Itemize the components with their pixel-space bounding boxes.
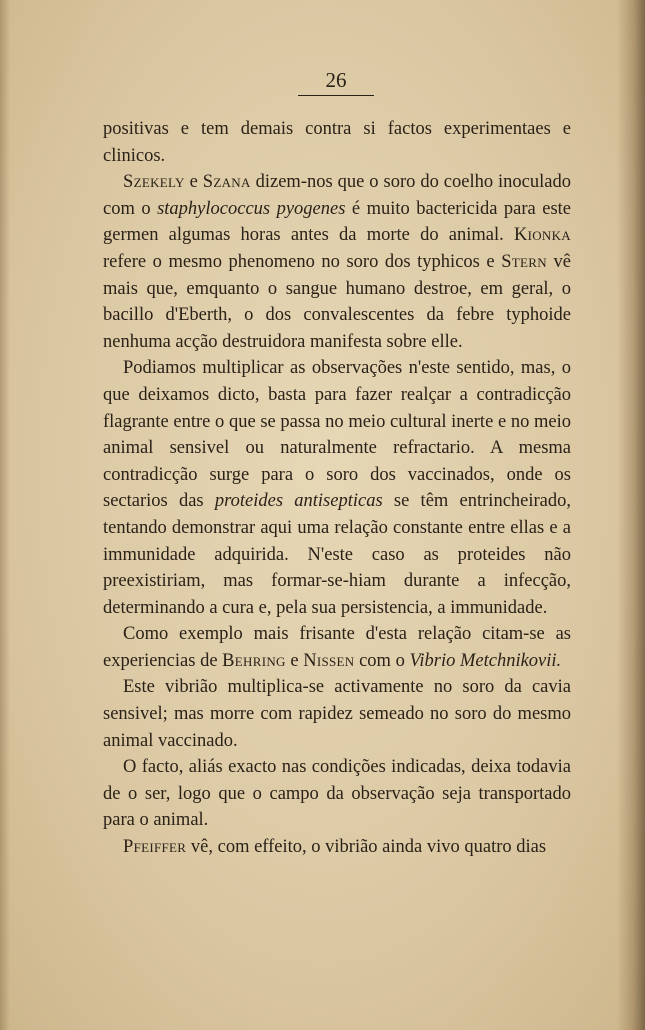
text-run: Este vibrião multiplica-se activamente no soro da cavia sensivel; mas morre com rapidez semeado no soro do mesmo animal vaccinado. bbox=[103, 677, 571, 751]
body-text bbox=[103, 116, 571, 861]
author-name: Szekely bbox=[123, 172, 185, 193]
paragraph bbox=[103, 621, 571, 674]
text-run: com o bbox=[354, 650, 410, 671]
paragraph bbox=[103, 355, 571, 621]
text-run: se têm entrincheirado, tentando demonstrar aqui uma relação constante entre ellas e a immunidade adquirida. N'este caso as proteides não preexistiriam, mas formar-se-hiam durante a infecção, determinando a cura e, pela sua persistencia, a immunidade. bbox=[103, 491, 572, 618]
paragraph bbox=[103, 116, 571, 169]
text-run: e bbox=[184, 172, 203, 193]
text-run: Podiamos multiplicar as observações n'este sentido, mas, o que deixamos dicto, basta para fazer realçar a contradicção flagrante entre o que se passa no meio cultural inerte e no meio animal sensivel ou naturalmente refractario. A mesma contradicção surge para o soro dos vaccinados, onde os sectarios das bbox=[103, 358, 571, 512]
italic-term: Vibrio Metchnikovii. bbox=[409, 650, 562, 671]
page-number: 26 bbox=[325, 68, 347, 92]
text-run: Como exemplo mais frisante d'esta relação citam-se as experiencias de bbox=[103, 624, 571, 671]
text-run: vê mais que, emquanto o sangue humano destroe, em geral, o bacillo d'Eberth, o dos convalescentes da febre typhoide nenhuma acção destruidora manifesta sobre elle. bbox=[103, 251, 571, 352]
text-run: é muito bactericida para este germen algumas horas antes da morte do animal. bbox=[103, 198, 571, 246]
text-run: vê, com effeito, o vibrião ainda vivo quatro dias bbox=[186, 837, 547, 858]
author-name: Kionka bbox=[513, 225, 571, 246]
text-run: dizem-nos que o soro do coelho inoculado com o bbox=[103, 172, 571, 219]
author-name: Nissen bbox=[303, 650, 355, 671]
text-run: e bbox=[285, 650, 304, 671]
author-name: Stern bbox=[501, 251, 547, 272]
author-name: Pfeiffer bbox=[123, 837, 187, 858]
text-run: O facto, aliás exacto nas condições indicadas, deixa todavia de o ser, logo que o campo da observação seja transportado para o animal. bbox=[103, 757, 571, 831]
text-run: refere o mesmo phenomeno no soro dos typhicos e bbox=[103, 251, 502, 272]
author-name: Behring bbox=[222, 650, 286, 671]
text-run: positivas e tem demais contra si factos experimentaes e clinicos. bbox=[103, 119, 571, 166]
italic-term: staphylococcus pyogenes bbox=[157, 198, 346, 219]
paragraph bbox=[103, 834, 571, 861]
header-rule bbox=[298, 95, 374, 96]
author-name: Szana bbox=[202, 172, 251, 193]
paragraph bbox=[103, 674, 571, 754]
italic-term: proteides antisepticas bbox=[214, 491, 383, 512]
paragraph bbox=[103, 754, 571, 834]
paragraph bbox=[103, 169, 571, 355]
